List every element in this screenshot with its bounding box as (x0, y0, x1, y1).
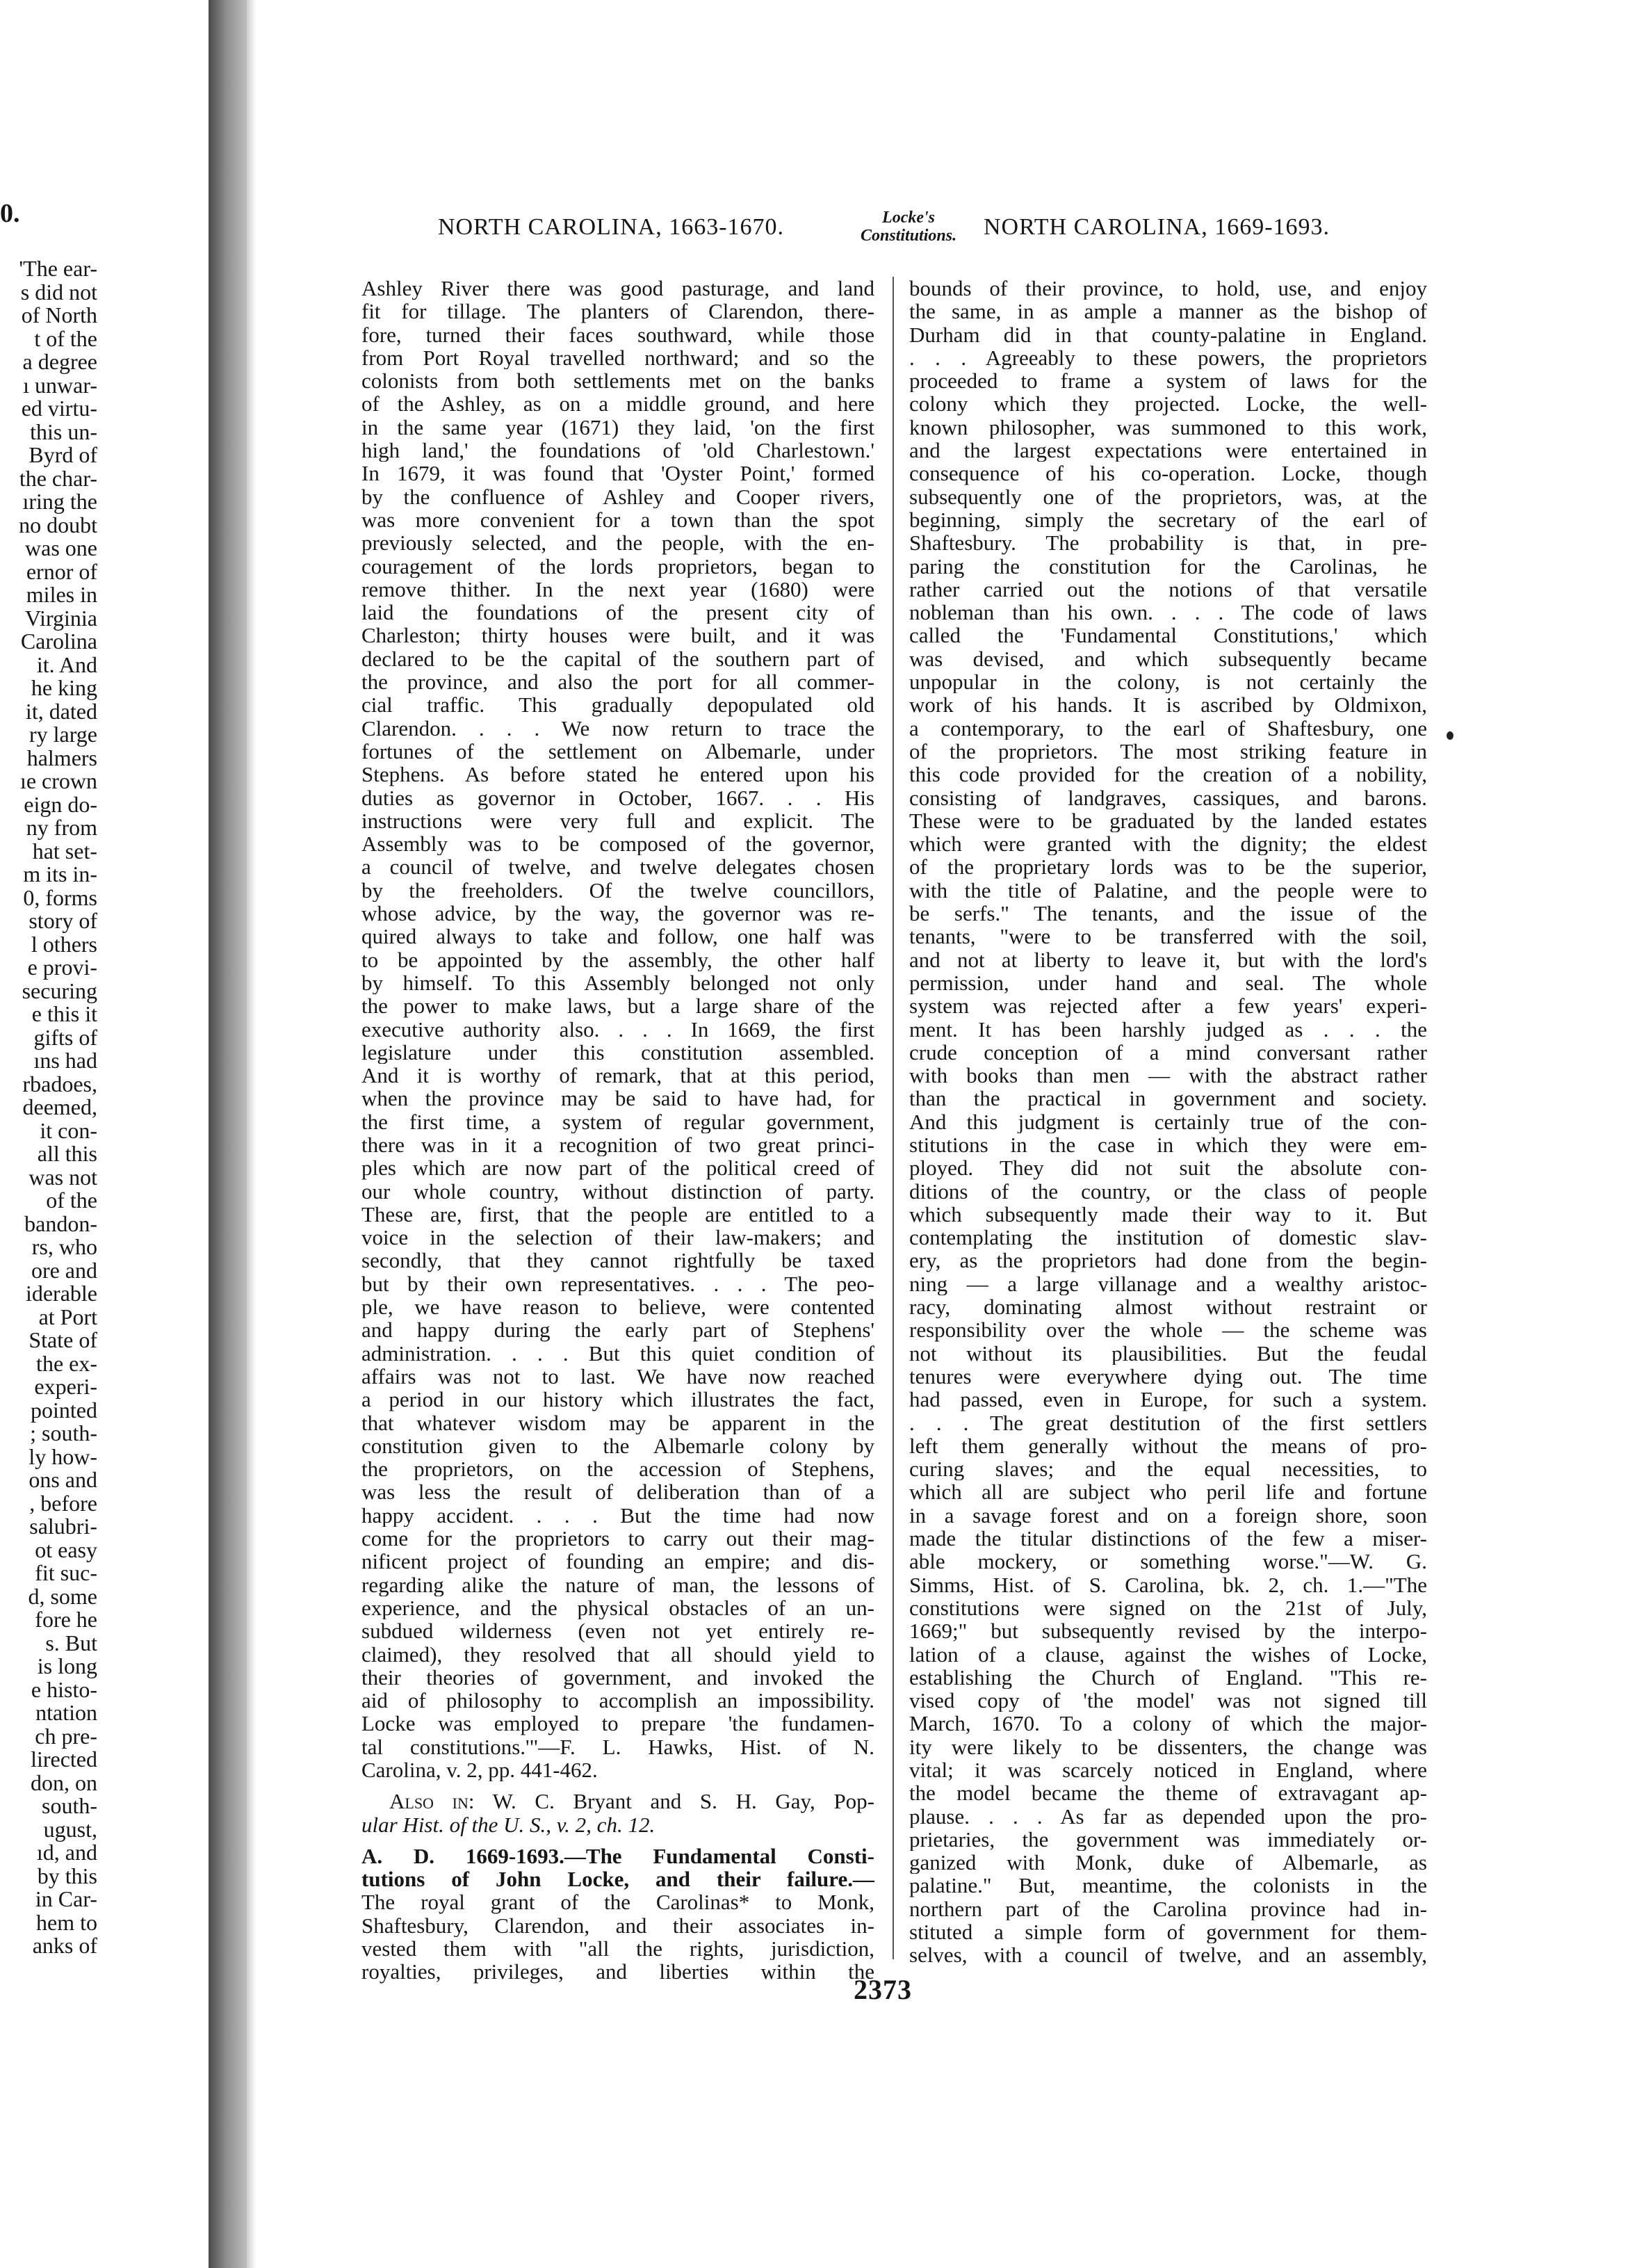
right-line: northern part of the Carolina province had in- (909, 1897, 1427, 1921)
prev-line: gifts of (33, 1024, 97, 1050)
right-line: lation of a clause, against the wishes of Locke, (909, 1642, 1427, 1666)
right-line: of the proprietors. The most striking feature in (909, 739, 1427, 763)
left-line: subdued wilderness (even not yet entirely re- (361, 1619, 874, 1643)
right-line: vital; it was scarcely noticed in England, where (909, 1758, 1427, 1782)
left-line: the province, and also the port for all commer- (361, 670, 874, 694)
right-line: constitutions were signed on the 21st of July, (909, 1596, 1427, 1620)
left-line: previously selected, and the people, with the en- (361, 531, 874, 555)
previous-page-fragment (0, 0, 202, 2268)
prev-line: e provi- (27, 955, 97, 980)
prev-line: hem to (36, 1909, 97, 1935)
header-center-line1: Locke's (882, 209, 936, 227)
left-line: These are, first, that the people are entitled to a (361, 1202, 874, 1226)
right-line: ning — a large villanage and a wealthy aristoc- (909, 1272, 1427, 1296)
prev-line: lirected (31, 1747, 97, 1772)
right-line: prietaries, the government was immediately or- (909, 1827, 1427, 1852)
left-line: secondly, that they cannot rightfully be taxed (361, 1249, 874, 1272)
prev-line: this un- (30, 419, 97, 444)
previous-page-number: 0. (0, 199, 20, 228)
right-line: the model became the theme of extravagant ap- (909, 1781, 1427, 1805)
right-line: . . . Agreeably to these powers, the proprietors (909, 346, 1427, 370)
prev-line: ry large (28, 722, 97, 747)
column-divider (893, 277, 894, 1959)
prev-line: at Port (38, 1304, 97, 1329)
prev-line: ntation (35, 1700, 97, 1725)
prev-line: was one (25, 535, 97, 560)
prev-line: ed virtu- (21, 396, 97, 421)
right-line: with the title of Palatine, and the people were to (909, 878, 1427, 902)
prev-line: experi- (34, 1374, 97, 1399)
prev-line: , before (29, 1490, 97, 1516)
left-line: when the province may be said to have had, for (361, 1087, 874, 1110)
prev-line: securing (22, 978, 97, 1003)
right-line: crude conception of a mind conversant rather (909, 1040, 1427, 1064)
right-line: subsequently one of the proprietors, was, at the (909, 485, 1427, 508)
prev-line: story of (28, 908, 97, 933)
prev-line: it con- (40, 1117, 97, 1143)
left-line: cial traffic. This gradually depopulated old (361, 693, 874, 717)
prev-line: ons and (28, 1467, 97, 1492)
prev-line: rbadoes, (22, 1071, 97, 1096)
left-line: a council of twelve, and twelve delegates chosen (361, 855, 874, 879)
right-line: which were granted with the dignity; the eldest (909, 832, 1427, 856)
prev-line: of North (21, 302, 97, 327)
left-line: a period in our history which illustrates the fact, (361, 1388, 874, 1411)
left-line: from Port Royal travelled northward; and so the (361, 346, 874, 370)
book-gutter (209, 0, 247, 2268)
prev-line: south- (42, 1793, 97, 1818)
right-line: establishing the Church of England. "This re- (909, 1665, 1427, 1690)
left-line: there was in it a recognition of two great princi- (361, 1133, 874, 1157)
prev-line: ny from (26, 815, 97, 840)
left-line: the proprietors, on the accession of Stephens, (361, 1457, 874, 1481)
prev-line: Virginia (24, 605, 97, 631)
prev-line: the char- (19, 465, 97, 491)
entry-1669-1693 (361, 1845, 874, 1984)
right-line: palatine." But, meantime, the colonists in the (909, 1874, 1427, 1897)
right-line: racy, dominating almost without restraint or (909, 1295, 1427, 1319)
header-center-label (861, 209, 956, 245)
prev-line: t of the (34, 325, 97, 351)
left-line: administration. . . . But this quiet condition of (361, 1341, 874, 1365)
left-line: Clarendon. . . . We now return to trace the (361, 716, 874, 740)
left-line: couragement of the lords proprietors, began to (361, 554, 874, 578)
left-line: quired always to take and follow, one half was (361, 925, 874, 948)
right-line: contemplating the institution of domestic slav- (909, 1226, 1427, 1249)
left-line: Assembly was to be composed of the governor, (361, 832, 874, 856)
right-line: March, 1670. To a colony of which the major- (909, 1712, 1427, 1735)
left-line: by the confluence of Ashley and Cooper rivers, (361, 485, 874, 508)
left-line: was more convenient for a town than the spot (361, 508, 874, 532)
running-header (361, 209, 1390, 264)
left-line: Ashley River there was good pasturage, and land (361, 277, 874, 300)
prev-line: he king (31, 675, 97, 700)
prev-line: ıring the (22, 489, 97, 514)
right-line: selves, with a council of twelve, and an assembly, (909, 1943, 1427, 1967)
right-line: of the proprietary lords was to be the superior, (909, 855, 1427, 879)
right-line: tenants, "were to be transferred with the soil, (909, 925, 1427, 948)
prev-line: anks of (32, 1933, 97, 1958)
prev-line: eign do- (24, 791, 97, 817)
prev-line: was not (28, 1164, 97, 1190)
right-line: ity were likely to be dissenters, the change was (909, 1735, 1427, 1758)
left-line: instructions were very full and explicit. The (361, 809, 874, 833)
left-line: aid of philosophy to accomplish an impossibility. (361, 1689, 874, 1712)
right-line: which subsequently made their way to it. But (909, 1202, 1427, 1226)
right-line: ployed. They did not suit the absolute con- (909, 1156, 1427, 1180)
left-line: duties as governor in October, 1667. . . His (361, 786, 874, 809)
right-line: responsibility over the whole — the scheme was (909, 1318, 1427, 1342)
right-line: tenures were everywhere dying out. The time (909, 1364, 1427, 1388)
right-line: this code provided for the creation of a nobility, (909, 763, 1427, 786)
right-line: known philosopher, was summoned to this work, (909, 415, 1427, 439)
right-line: Durham did in that county-palatine in England. (909, 323, 1427, 346)
prev-line: m its in- (23, 861, 97, 886)
left-line: And it is worthy of remark, that at this period, (361, 1064, 874, 1087)
prev-line: s did not (20, 279, 97, 305)
right-line: permission, under hand and seal. The whole (909, 971, 1427, 995)
right-line: able mockery, or something worse."—W. G. (909, 1550, 1427, 1573)
prev-line: the ex- (36, 1350, 97, 1376)
prev-line: a degree (22, 349, 97, 374)
right-line: and the largest expectations were entertained in (909, 439, 1427, 462)
left-line: come for the proprietors to carry out their mag- (361, 1527, 874, 1550)
right-line: proceeded to frame a system of laws for the (909, 369, 1427, 393)
header-center-line2: Constitutions. (861, 227, 957, 245)
left-line: Stephens. As before stated he entered upon his (361, 763, 874, 786)
entry-line: royalties, privileges, and liberties within the (361, 1960, 874, 1984)
left-line: experience, and the physical obstacles of an un- (361, 1596, 874, 1620)
right-line: unpopular in the colony, is not certainly the (909, 670, 1427, 694)
left-line: high land,' the foundations of 'old Charlestown.' (361, 439, 874, 462)
right-line: beginning, simply the secretary of the earl of (909, 508, 1427, 532)
left-line: regarding alike the nature of man, the lessons of (361, 1573, 874, 1596)
left-line: legislature under this constitution assembled. (361, 1040, 874, 1064)
left-line: our whole country, without distinction of party. (361, 1179, 874, 1203)
prev-line: is long (37, 1653, 97, 1678)
prev-line: d, some (28, 1583, 97, 1609)
prev-line: halmers (26, 745, 97, 770)
prev-line: 'The ear- (19, 256, 97, 281)
left-line: colonists from both settlements met on the banks (361, 369, 874, 393)
left-line: fore, turned their faces southward, while those (361, 323, 874, 346)
prev-line: bandon- (24, 1210, 97, 1236)
left-line: and happy during the early part of Stephens' (361, 1318, 874, 1342)
prev-line: fit suc- (35, 1560, 97, 1585)
left-line: happy accident. . . . But the time had now (361, 1503, 874, 1528)
entry-heading-line1: A. D. 1669-1693.—The Fundamental Consti- (361, 1844, 874, 1868)
right-line: than the practical in government and society. (909, 1087, 1427, 1110)
also-in-reference (361, 1790, 874, 1836)
left-line: claimed), they resolved that all should yield to (361, 1642, 874, 1666)
entry-line: The royal grant of the Carolinas* to Monk, (361, 1890, 874, 1914)
right-line: system was rejected after a few years' experi- (909, 994, 1427, 1018)
right-line: . . . The great destitution of the first settlers (909, 1411, 1427, 1434)
previous-page-text (19, 257, 97, 1958)
right-line: not without its plausibilities. But the feudal (909, 1341, 1427, 1365)
left-line: ple, we have reason to believe, were contented (361, 1295, 874, 1319)
prev-line: State of (28, 1327, 97, 1352)
prev-line: 0, forms (23, 884, 97, 910)
prev-line: ıd, and (36, 1840, 97, 1865)
left-line: executive authority also. . . . In 1669, the first (361, 1017, 874, 1041)
prev-line: fore he (35, 1607, 97, 1632)
right-line: work of his hands. It is ascribed by Oldmixon, (909, 693, 1427, 717)
prev-line: all this (37, 1141, 97, 1166)
prev-line: s. But (45, 1630, 97, 1655)
entry-heading-line2: tutions of John Locke, and their failure.— (361, 1868, 874, 1891)
prev-line: ore and (31, 1257, 97, 1283)
gutter-shadow (247, 0, 256, 2268)
right-line: nobleman than his own. . . . The code of laws (909, 601, 1427, 624)
prev-line: no doubt (19, 512, 97, 537)
left-line: was less the result of deliberation than of a (361, 1480, 874, 1504)
prev-line: Carolina (20, 629, 97, 654)
prev-line: iderable (25, 1281, 97, 1306)
left-line: their theories of government, and invoked the (361, 1665, 874, 1690)
left-line: tal constitutions.'"—F. L. Hawks, Hist. of N. (361, 1735, 874, 1758)
entry-body (361, 1890, 874, 1983)
right-line: stitutions in the case in which they were em- (909, 1133, 1427, 1157)
header-right-title: NORTH CAROLINA, 1669-1693. (984, 214, 1330, 240)
right-line: consequence of his co-operation. Locke, though (909, 462, 1427, 485)
right-column (909, 277, 1427, 1967)
right-line: ditions of the country, or the class of people (909, 1179, 1427, 1203)
prev-line: ugust, (43, 1816, 97, 1842)
right-line: plause. . . . As far as depended upon the pro- (909, 1804, 1427, 1828)
left-line: by the freeholders. Of the twelve councillors, (361, 878, 874, 902)
right-line: a contemporary, to the earl of Shaftesbury, one (909, 716, 1427, 740)
left-line: to be appointed by the assembly, the other half (361, 948, 874, 971)
left-column (361, 277, 874, 1984)
prev-line: ı unwar- (23, 372, 97, 398)
left-line: laid the foundations of the present city of (361, 601, 874, 624)
left-line: remove thither. In the next year (1680) were (361, 577, 874, 601)
left-line: the first time, a system of regular government, (361, 1110, 874, 1133)
right-line: Shaftesbury. The probability is that, in pre- (909, 531, 1427, 555)
left-line: declared to be the capital of the southern part of (361, 647, 874, 671)
left-line: that whatever wisdom may be apparent in the (361, 1411, 874, 1434)
prev-line: ly how- (28, 1443, 97, 1469)
left-column-text (361, 277, 874, 1781)
right-line: ery, as the proprietors had done from the begin- (909, 1249, 1427, 1272)
right-line: stituted a simple form of government for them- (909, 1920, 1427, 1944)
left-line: ples which are now part of the political creed of (361, 1156, 874, 1180)
right-line: 1669;" but subsequently revised by the interpo- (909, 1619, 1427, 1643)
left-line: constitution given to the Albemarle colony by (361, 1434, 874, 1458)
right-line: which all are subject who peril life and fortune (909, 1480, 1427, 1504)
prev-line: ; south- (30, 1420, 97, 1445)
right-line: Simms, Hist. of S. Carolina, bk. 2, ch. 1.—"The (909, 1573, 1427, 1596)
right-line: paring the constitution for the Carolinas, he (909, 554, 1427, 578)
left-line: of the Ashley, as on a middle ground, and here (361, 392, 874, 416)
right-line: be serfs." The tenants, and the issue of the (909, 902, 1427, 925)
prev-line: salubri- (29, 1514, 97, 1539)
page-number: 2373 (854, 1974, 912, 2005)
right-line: had passed, even in Europe, for such a system. (909, 1388, 1427, 1411)
also-in-line2: ular Hist. of the U. S., v. 2, ch. 12. (361, 1813, 655, 1836)
prev-line: it. And (36, 651, 97, 677)
prev-line: hat set- (32, 838, 97, 864)
right-line: the same, in as ample a manner as the bishop of (909, 300, 1427, 323)
left-line: in the same year (1671) they laid, 'on the first (361, 415, 874, 439)
left-line: affairs was not to last. We have now reached (361, 1364, 874, 1388)
left-line: voice in the selection of their law-makers; and (361, 1226, 874, 1249)
prev-line: in Car- (35, 1886, 97, 1911)
left-line: but by their own representatives. . . . The peo- (361, 1272, 874, 1296)
right-line: left them generally without the means of pro- (909, 1434, 1427, 1458)
left-line: Charleston; thirty houses were built, and it was (361, 624, 874, 647)
right-line: called the 'Fundamental Constitutions,' which (909, 624, 1427, 647)
right-line: bounds of their province, to hold, use, and enjoy (909, 277, 1427, 300)
left-line: fit for tillage. The planters of Clarendon, there- (361, 300, 874, 323)
prev-line: don, on (31, 1769, 97, 1795)
prev-line: ch pre- (35, 1723, 97, 1749)
prev-line: e histo- (31, 1676, 97, 1702)
prev-line: ot easy (35, 1537, 97, 1562)
right-line: These were to be graduated by the landed estates (909, 809, 1427, 833)
left-line: whose advice, by the way, the governor was re- (361, 902, 874, 925)
right-line: rather carried out the notions of that versatile (909, 577, 1427, 601)
also-in-line1: Also in: W. C. Bryant and S. H. Gay, Pop- (389, 1790, 874, 1813)
left-line: Carolina, v. 2, pp. 441-462. (361, 1758, 598, 1782)
right-line: And this judgment is certainly true of the con- (909, 1110, 1427, 1133)
ink-speck (1447, 731, 1453, 740)
right-line: with books than men — with the abstract rather (909, 1064, 1427, 1087)
prev-line: Byrd of (28, 442, 97, 467)
right-line: and not at liberty to leave it, but with the lord's (909, 948, 1427, 971)
right-line: made the titular distinctions of the few a miser- (909, 1527, 1427, 1550)
prev-line: pointed (31, 1397, 97, 1423)
right-line: vised copy of 'the model' was not signed till (909, 1689, 1427, 1712)
left-line: In 1679, it was found that 'Oyster Point,' formed (361, 462, 874, 485)
prev-line: ıns had (33, 1048, 97, 1073)
left-line: the power to make laws, but a large share of the (361, 994, 874, 1018)
prev-line: miles in (26, 582, 97, 607)
right-line: ment. It has been harshly judged as . . . the (909, 1017, 1427, 1041)
prev-line: by this (37, 1863, 97, 1888)
left-line: fortunes of the settlement on Albemarle, under (361, 739, 874, 763)
right-line: ganized with Monk, duke of Albemarle, as (909, 1851, 1427, 1874)
right-line: in a savage forest and on a foreign shore, soon (909, 1503, 1427, 1528)
prev-line: rs, who (31, 1234, 97, 1259)
right-line: colony which they projected. Locke, the well- (909, 392, 1427, 416)
prev-line: of the (46, 1188, 97, 1213)
right-column-text (909, 277, 1427, 1967)
left-line: Locke was employed to prepare 'the fundamen- (361, 1712, 874, 1735)
prev-line: deemed, (22, 1094, 97, 1119)
header-left-title: NORTH CAROLINA, 1663-1670. (438, 214, 785, 240)
prev-line: it, dated (25, 698, 97, 724)
prev-line: l others (31, 931, 97, 957)
entry-line: vested them with "all the rights, jurisdiction, (361, 1937, 874, 1961)
prev-line: ernor of (26, 558, 97, 584)
prev-line: ıe crown (19, 768, 97, 793)
left-line: by himself. To this Assembly belonged not only (361, 971, 874, 995)
left-line: nificent project of founding an empire; and dis- (361, 1550, 874, 1573)
right-line: consisting of landgraves, cassiques, and barons. (909, 786, 1427, 809)
entry-line: Shaftesbury, Clarendon, and their associates in- (361, 1913, 874, 1938)
right-line: was devised, and which subsequently became (909, 647, 1427, 671)
right-line: curing slaves; and the equal necessities, to (909, 1457, 1427, 1481)
prev-line: e this it (31, 1001, 97, 1026)
